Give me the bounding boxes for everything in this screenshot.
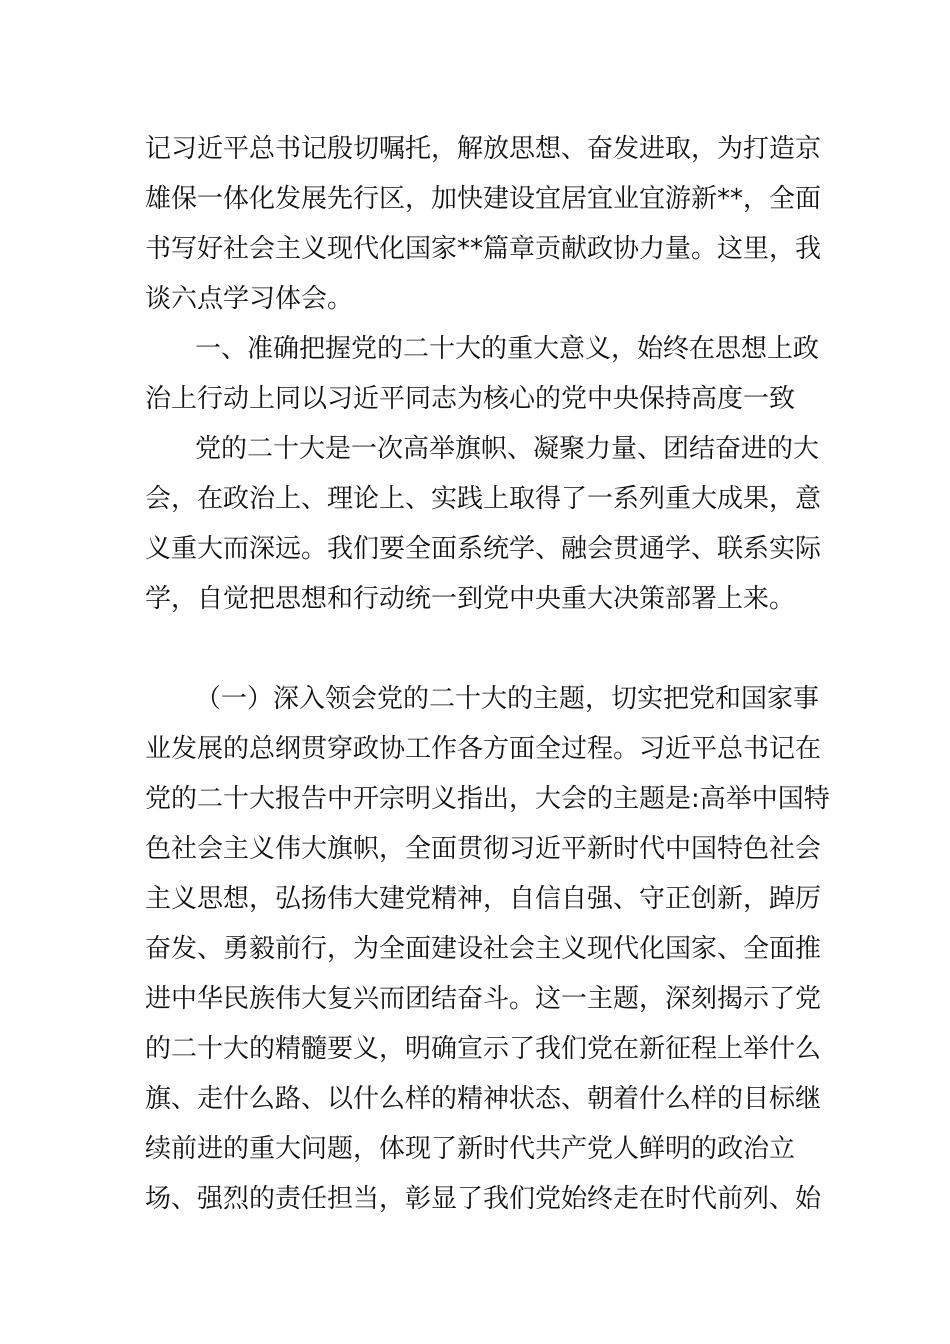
text-line: 党的二十大报告中开宗明义指出，大会的主题是:高举中国特 (145, 784, 830, 814)
text-line: 业发展的总纲贯穿政协工作各方面全过程。习近平总书记在 (145, 734, 822, 764)
text-line: 记习近平总书记殷切嘱托，解放思想、奋发进取，为打造京 (145, 134, 822, 164)
text-line: 义重大而深远。我们要全面系统学、融会贯通学、联系实际 (145, 534, 822, 564)
text-line: 旗、走什么路、以什么样的精神状态、朝着什么样的目标继 (145, 1084, 822, 1114)
text-line: 进中华民族伟大复兴而团结奋斗。这一主题，深刻揭示了党 (145, 984, 822, 1014)
text-line: 雄保一体化发展先行区，加快建设宜居宜业宜游新**，全面 (145, 184, 822, 214)
text-line: 学，自觉把思想和行动统一到党中央重大决策部署上来。 (145, 584, 796, 614)
text-line: 书写好社会主义现代化国家**篇章贡献政协力量。这里，我 (145, 234, 822, 264)
text-line: 党的二十大是一次高举旗帜、凝聚力量、团结奋进的大 (195, 434, 820, 464)
text-line: 谈六点学习体会。 (145, 284, 354, 314)
text-line: 色社会主义伟大旗帜，全面贯彻习近平新时代中国特色社会 (145, 834, 822, 864)
text-line: 奋发、勇毅前行，为全面建设社会主义现代化国家、全面推 (145, 934, 822, 964)
text-line: 场、强烈的责任担当，彰显了我们党始终走在时代前列、始 (145, 1184, 822, 1214)
text-line: 续前进的重大问题，体现了新时代共产党人鲜明的政治立 (145, 1134, 796, 1164)
text-line: 的二十大的精髓要义，明确宣示了我们党在新征程上举什么 (145, 1034, 822, 1064)
text-line: 会，在政治上、理论上、实践上取得了一系列重大成果，意 (145, 484, 822, 514)
text-line: 主义思想，弘扬伟大建党精神，自信自强、守正创新，踔厉 (145, 884, 822, 914)
section-heading-line: 一、准确把握党的二十大的重大意义，始终在思想上政 (195, 334, 820, 364)
section-heading-line: 治上行动上同以习近平同志为核心的党中央保持高度一致 (145, 384, 796, 414)
subsection-heading-line: （一）深入领会党的二十大的主题，切实把党和国家事 (195, 684, 820, 714)
